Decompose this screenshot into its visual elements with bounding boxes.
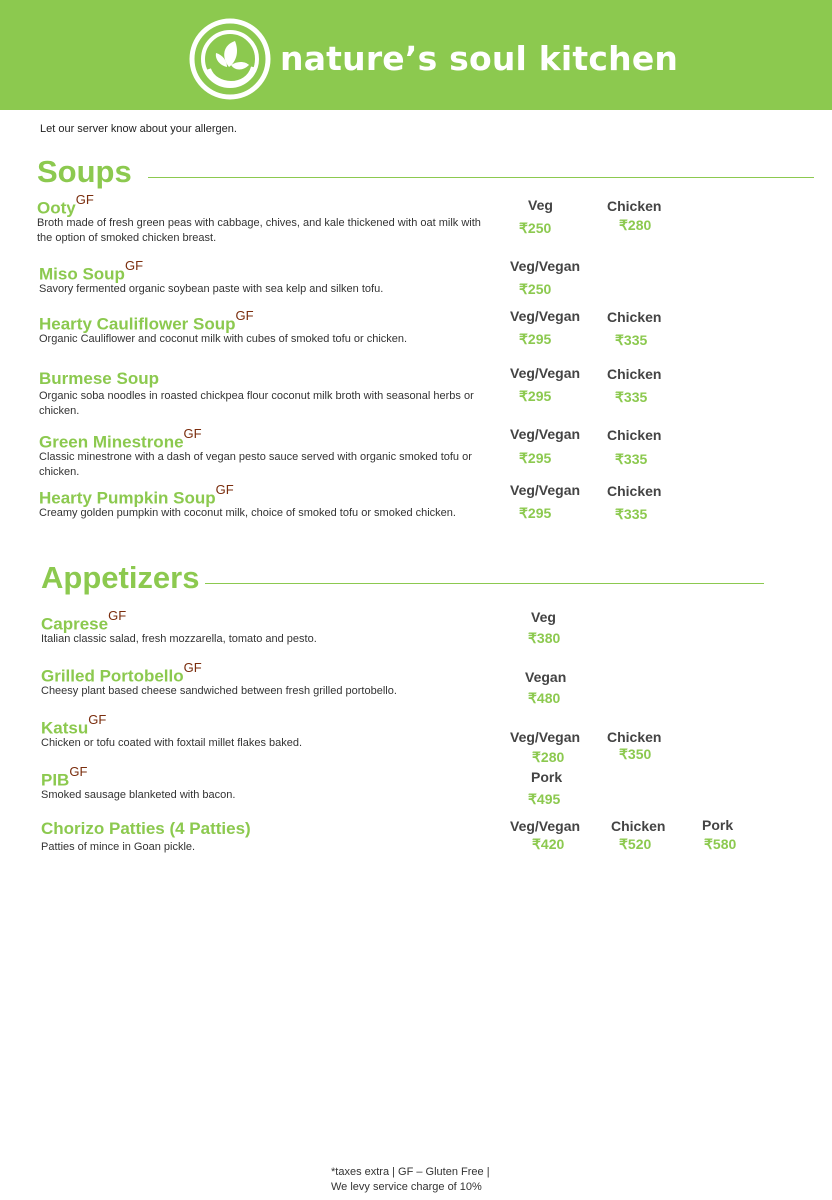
footer-taxes-line: *taxes extra | GF – Gluten Free | bbox=[331, 1166, 490, 1178]
price-label: Chicken bbox=[607, 483, 662, 499]
gluten-free-tag: GF bbox=[108, 608, 127, 623]
price-value: ₹480 bbox=[528, 690, 561, 706]
price-label: Chicken bbox=[611, 818, 666, 834]
price-value: ₹295 bbox=[519, 505, 552, 521]
gluten-free-tag: GF bbox=[75, 192, 94, 207]
brand-name: nature’s soul kitchen bbox=[280, 39, 679, 78]
menu-item-description: Savory fermented organic soybean paste with sea kelp and silken tofu. bbox=[39, 283, 384, 295]
price-value: ₹335 bbox=[615, 389, 648, 405]
price-value: ₹295 bbox=[519, 450, 552, 466]
price-value: ₹335 bbox=[615, 332, 648, 348]
price-label: Veg/Vegan bbox=[510, 258, 581, 274]
menu-item-name: Green Minestrone$^{GF}$ bbox=[39, 426, 202, 452]
menu-item-description: Chicken or tofu coated with foxtail millet flakes baked. bbox=[41, 737, 303, 749]
price-label: Veg bbox=[531, 609, 556, 625]
menu-item-name: Hearty Pumpkin Soup$^{GF}$ bbox=[39, 482, 234, 508]
price-label: Veg bbox=[528, 197, 553, 213]
menu-item-description: Creamy golden pumpkin with coconut milk, choice of smoked tofu or smoked chicken. bbox=[39, 507, 456, 519]
menu-item-description: Patties of mince in Goan pickle. bbox=[41, 841, 196, 853]
price-label: Chicken bbox=[607, 198, 662, 214]
menu-item-description: Italian classic salad, fresh mozzarella, tomato and pesto. bbox=[41, 633, 317, 645]
price-label: Chicken bbox=[607, 427, 662, 443]
price-label: Pork bbox=[531, 769, 563, 785]
price-value: ₹580 bbox=[704, 836, 737, 852]
menu-item-name: $PIB^{GF}$ bbox=[41, 764, 88, 790]
gluten-free-tag: GF bbox=[124, 258, 144, 273]
price-value: ₹495 bbox=[528, 791, 561, 807]
footer-note bbox=[331, 1165, 490, 1195]
price-value: ₹250 bbox=[519, 220, 552, 236]
price-label: Veg/Vegan bbox=[510, 729, 581, 745]
menu-item-description: Cheesy plant based cheese sandwiched between fresh grilled portobello. bbox=[41, 685, 397, 697]
footer-service-charge-line: We levy service charge of 10% bbox=[331, 1181, 482, 1193]
price-value: ₹350 bbox=[619, 746, 652, 762]
price-label: Chicken bbox=[607, 309, 662, 325]
price-value: ₹380 bbox=[528, 630, 561, 646]
menu-item-name: Caprese$^{GF}$ bbox=[41, 608, 127, 634]
menu-item-description: Classic minestrone with a dash of vegan pesto sauce served with organic smoked tofu or chicken. bbox=[39, 451, 472, 478]
gluten-free-tag: GF bbox=[235, 308, 254, 323]
gluten-free-tag: GF bbox=[69, 764, 88, 779]
menu-item-name: Chorizo Patties (4 Patties) bbox=[41, 819, 251, 838]
price-label: Chicken bbox=[607, 366, 662, 382]
price-label: Veg/Vegan bbox=[510, 818, 581, 834]
price-value: ₹295 bbox=[519, 388, 552, 404]
menu-item-name: Katsu$^{GF}$ bbox=[41, 712, 107, 738]
menu-item-name: Ooty$^{GF}$ bbox=[37, 192, 94, 218]
price-value: ₹280 bbox=[532, 749, 565, 765]
header-banner bbox=[0, 0, 832, 110]
leaf-swirl-logo-icon bbox=[189, 17, 271, 101]
price-label: Pork bbox=[702, 817, 734, 833]
price-value: ₹335 bbox=[615, 506, 648, 522]
gluten-free-tag: GF bbox=[183, 426, 202, 441]
price-label: Veg/Vegan bbox=[510, 426, 581, 442]
menu-item-name: Hearty Cauliflower Soup$^{GF}$ bbox=[39, 308, 254, 334]
gluten-free-tag: GF bbox=[183, 660, 202, 675]
menu-item-name: Burmese Soup bbox=[39, 369, 159, 388]
price-label: Chicken bbox=[607, 729, 662, 745]
allergen-note: Let our server know about your allergen. bbox=[40, 123, 237, 135]
menu-item-description: Smoked sausage blanketed with bacon. bbox=[41, 789, 236, 801]
menu-item-name: Miso Soup$^{GF}$ bbox=[39, 258, 144, 284]
section-divider bbox=[148, 177, 814, 178]
gluten-free-tag: GF bbox=[88, 712, 107, 727]
price-label: Vegan bbox=[525, 669, 567, 685]
section-title-appetizers: Appetizers bbox=[41, 560, 200, 595]
price-value: ₹520 bbox=[619, 836, 652, 852]
menu-item-description: Organic soba noodles in roasted chickpea flour coconut milk broth with seasonal herbs or chicken. bbox=[39, 390, 474, 417]
price-value: ₹335 bbox=[615, 451, 648, 467]
price-label: Veg/Vegan bbox=[510, 482, 581, 498]
section-divider bbox=[205, 583, 764, 584]
menu-item-description: Broth made of fresh green peas with cabbage, chives, and kale thickened with oat milk with the option of smoked chicken breast. bbox=[37, 217, 481, 244]
price-value: ₹280 bbox=[619, 217, 652, 233]
price-value: ₹420 bbox=[532, 836, 565, 852]
price-label: Veg/Vegan bbox=[510, 365, 581, 381]
price-label: Veg/Vegan bbox=[510, 308, 581, 324]
menu-item-name: Grilled Portobello$^{GF}$ bbox=[41, 660, 202, 686]
price-value: ₹295 bbox=[519, 331, 552, 347]
section-title-soups: Soups bbox=[37, 154, 132, 189]
menu-item-description: Organic Cauliflower and coconut milk with cubes of smoked tofu or chicken. bbox=[39, 333, 408, 345]
price-value: ₹250 bbox=[519, 281, 552, 297]
gluten-free-tag: GF bbox=[215, 482, 234, 497]
